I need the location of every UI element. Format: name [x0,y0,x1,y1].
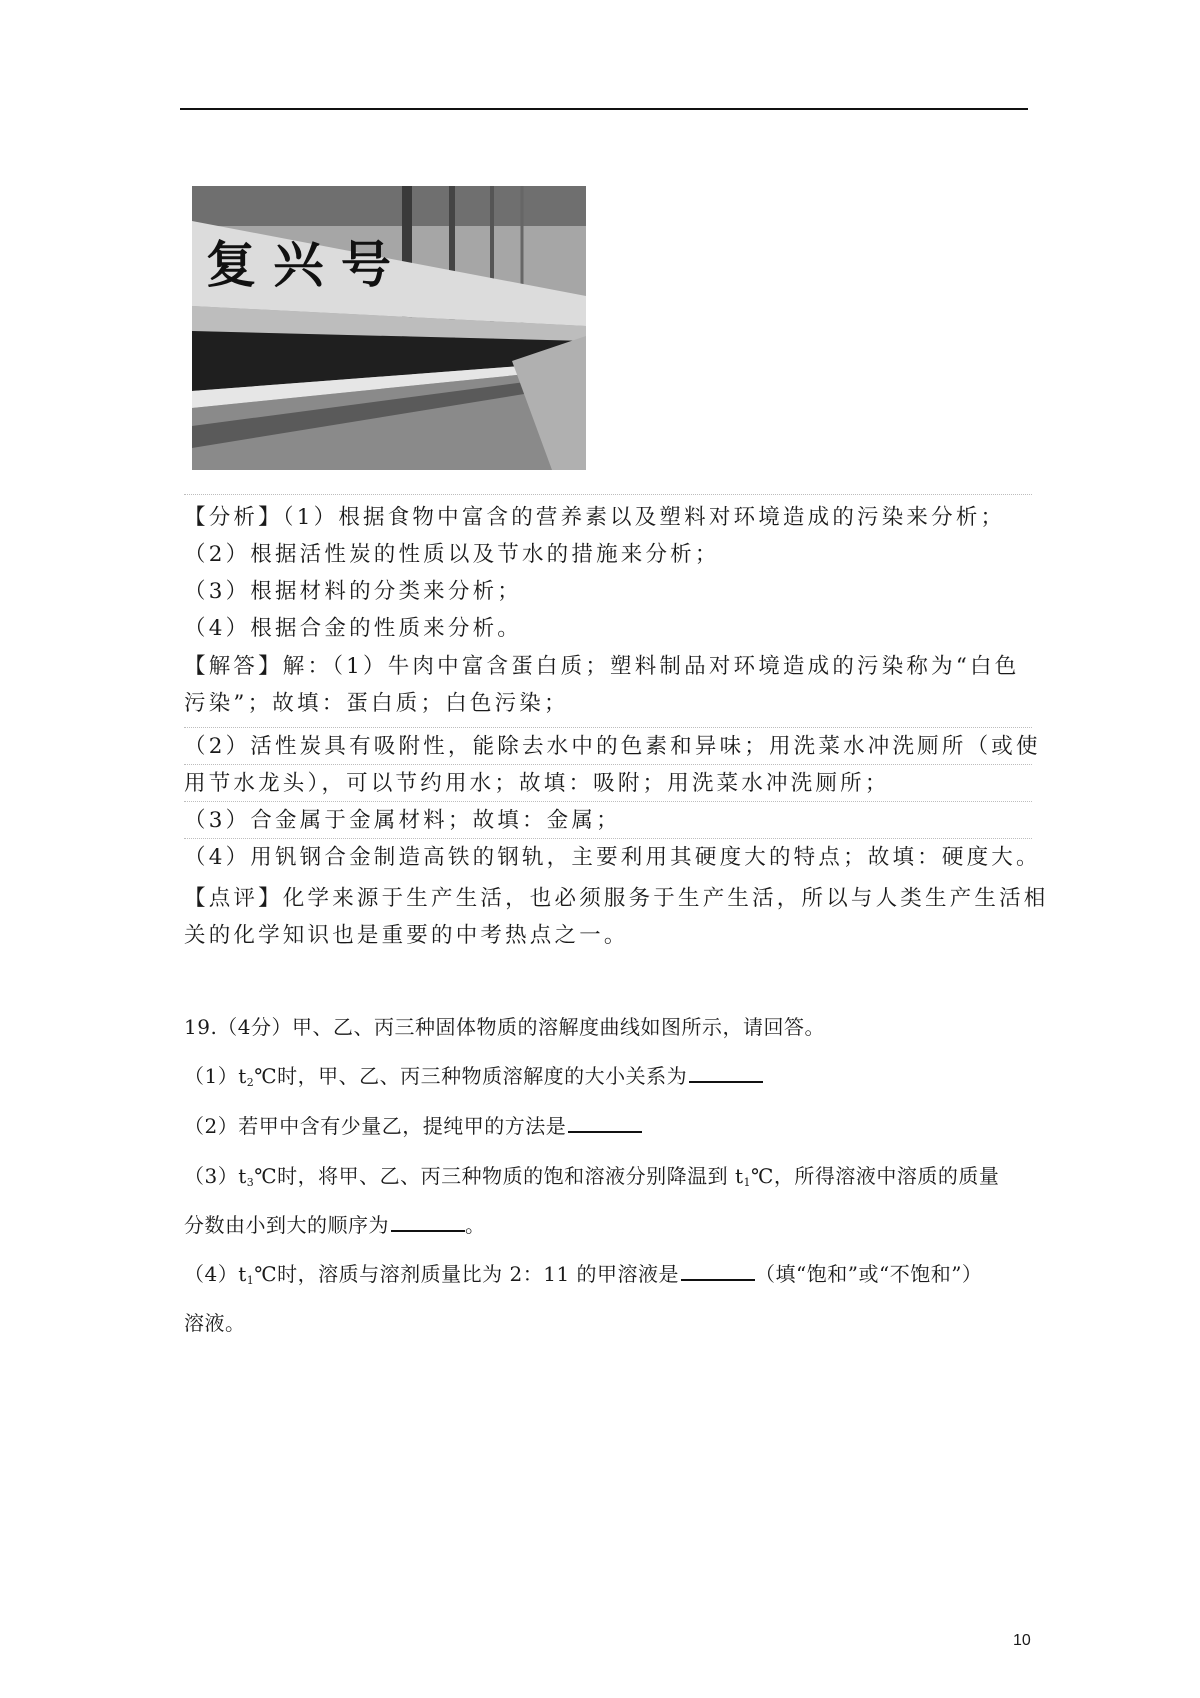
comment-line-2: 关的化学知识也是重要的中考热点之一。 [184,923,629,948]
dotted-separator [184,764,1032,765]
question-19-part-3-line-2: 分数由小到大的顺序为 。 [184,1213,486,1237]
page-number: 10 [1013,1632,1031,1649]
answer-line-3: （2）活性炭具有吸附性，能除去水中的色素和异味；用洗菜水冲洗厕所（或使 [184,734,1041,759]
train-photo [192,186,586,470]
dotted-separator [184,494,1032,495]
analysis-line-1: 【分析】（1）根据食物中富含的营养素以及塑料对环境造成的污染来分析； [184,505,1006,530]
analysis-line-2: （2）根据活性炭的性质以及节水的措施来分析； [184,542,720,567]
train-sign: 复 兴 号 [206,235,391,294]
answer-blank[interactable] [391,1212,465,1232]
question-19-part-4-line-2: 溶液。 [184,1311,246,1335]
analysis-line-3: （3）根据材料的分类来分析； [184,579,522,604]
header-rule [180,108,1028,110]
question-19-part-4: $(4)t_1℃$时，溶质与溶剂质量比为 2：11 的甲溶液是 （填“饱和”或“不饱和”） [184,1262,983,1287]
answer-blank[interactable] [689,1063,763,1083]
comment-line-1: 【点评】化学来源于生产生活，也必须服务于生产生活，所以与人类生产生活相 [184,886,1049,911]
question-19-part-1: $(1)t_2℃$时，甲、乙、丙三种物质溶解度的大小关系为 [184,1060,763,1089]
dotted-separator [184,727,1032,728]
answer-blank[interactable] [568,1113,642,1133]
dotted-separator [184,838,1032,839]
answer-line-4: 用节水龙头），可以节约用水；故填：吸附；用洗菜水冲洗厕所； [184,771,890,796]
dotted-separator [184,801,1032,802]
answer-line-5: （3）合金属于金属材料；故填：金属； [184,808,621,833]
answer-line-2: 污染”；故填：蛋白质；白色污染； [184,691,569,716]
question-19-part-2: （2）若甲中含有少量乙，提纯甲的方法是 [184,1110,642,1139]
answer-line-1: 【解答】解：（1）牛肉中富含蛋白质；塑料制品对环境造成的污染称为“白色 [184,654,1020,679]
answer-blank[interactable] [681,1261,755,1281]
train-illustration [192,186,586,470]
question-19-part-3: $(3)t_3℃$时，将甲、乙、丙三种物质的饱和溶液分别降温到 $t_1℃$，所得溶液中溶质的质量 [184,1164,1000,1189]
analysis-line-4: （4）根据合金的性质来分析。 [184,616,522,641]
question-19-stem: 19.（4分）甲、乙、丙三种固体物质的溶解度曲线如图所示，请回答。 [184,1015,826,1039]
answer-line-6: （4）用钒钢合金制造高铁的钢轨，主要利用其硬度大的特点；故填：硬度大。 [184,845,1041,870]
